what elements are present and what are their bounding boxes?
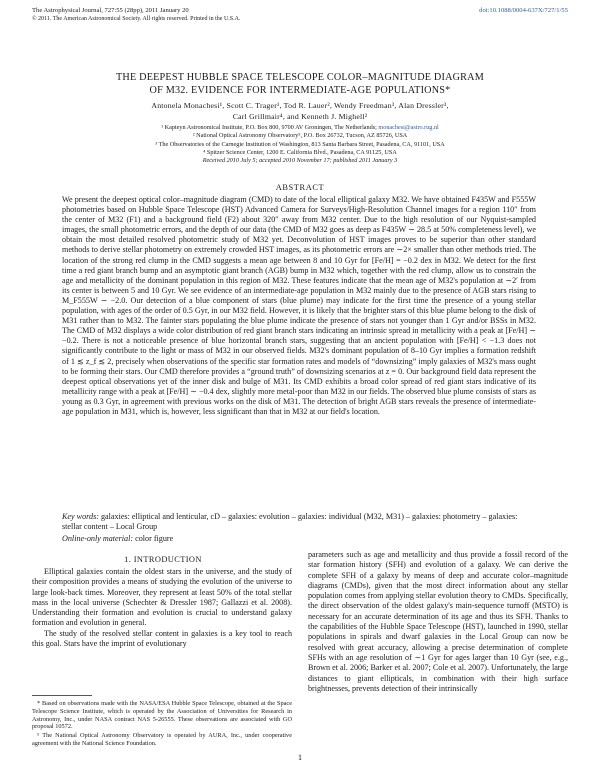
affiliation-1-text: ¹ Kapteyn Astronomical Institute, P.O. Box 800, 9700 AV Groningen, The Netherlands; <box>161 124 377 131</box>
right-column <box>308 550 568 694</box>
online-material-text: color figure <box>135 534 174 543</box>
author-email-link[interactable]: monachesi@astro.rug.nl <box>378 124 439 131</box>
section-heading-introduction: 1. INTRODUCTION <box>124 555 202 564</box>
footnote-5: ⁵ The National Optical Astronomy Observatory is operated by AURA, Inc., under cooperative agreement with the National Science Foundation. <box>32 732 292 747</box>
authors-line-2: Carl Grillmair⁴, and Kenneth J. Mighell² <box>232 111 368 121</box>
publication-dates: Received 2010 July 5; accepted 2010 November 17; published 2011 January 3 <box>202 157 398 165</box>
affiliation-2: ² National Optical Astronomy Observatory⁵, P.O. Box 26732, Tucson, AZ 85726, USA <box>192 132 408 140</box>
online-material-label: Online-only material: <box>62 534 134 543</box>
affiliation-1 <box>70 124 530 132</box>
affiliation-4: ⁴ Spitzer Science Center, 1200 E. California Blvd., Pasadena, CA 91125, USA <box>203 148 397 156</box>
footnote-star: * Based on observations made with the NASA/ESA Hubble Space Telescope, obtained at the Space Telescope Science Institute, which is operated by the Association of Universities for Research in Astronomy, Inc., under NASA contract NAS 5-26555. These observations are associated with GO proposal 10572. <box>32 700 292 731</box>
intro-paragraph-2: The study of the resolved stellar content in galaxies is a key tool to reach this goal. Stars have the imprint of evolutionary <box>32 628 292 649</box>
journal-citation: The Astrophysical Journal, 727:55 (28pp), 2011 January 20 <box>32 7 189 14</box>
title-line-1: THE DEEPEST HUBBLE SPACE TELESCOPE COLOR–MAGNITUDE DIAGRAM <box>116 72 484 83</box>
title-line-2: OF M32. EVIDENCE FOR INTERMEDIATE-AGE POPULATIONS* <box>149 84 451 96</box>
left-column <box>32 567 292 649</box>
page-number: 1 <box>297 752 303 762</box>
running-header <box>32 6 568 24</box>
affiliation-3: ³ The Observatories of the Carnegie Institution of Washington, 813 Santa Barbara Street, Pasadena, CA, 91101, USA <box>155 140 445 148</box>
doi-link[interactable]: doi:10.1088/0004-637X/727/1/55 <box>479 7 568 14</box>
authors-line-1: Antonela Monachesi¹, Scott C. Trager¹, Tod R. Lauer², Wendy Freedman³, Alan Dressler³, <box>151 101 449 110</box>
keywords <box>62 512 536 532</box>
footnote-rule <box>32 695 92 696</box>
abstract-heading: ABSTRACT <box>275 183 325 192</box>
online-material <box>62 534 536 544</box>
intro-paragraph-1: Elliptical galaxies contain the oldest stars in the universe, and the study of their composition provides a means of studying the evolution of the universe to large look-back times. Moreover, they represent at least 50% of the total stellar mass in the local universe (Schechter & Dressler 1987; Gallazzi et al. 2008). Understanding their formation and evolution is crucial to understand galaxy formation and evolution in general. <box>32 567 292 628</box>
paper-title <box>60 72 540 97</box>
affiliations <box>70 124 530 165</box>
keywords-text: galaxies: elliptical and lenticular, cD – galaxies: evolution – galaxies: individual (M32, M31) – galaxies: photometry – galaxies: stellar content – Local Group <box>62 512 518 532</box>
intro-paragraph-continued: parameters such as age and metallicity and thus provide a fossil record of the star formation history (SFH) and evolution of a galaxy. We can derive the complete SFH of a galaxy by means of deep and accurate color–magnitude diagrams (CMDs), given that the most direct information about any stellar population comes from applying stellar evolution theory to CMDs. Specifically, the direct observation of the oldest galaxy's main-sequence turnoff (MSTO) is necessary for an accurate determination of its age and thus its SFH. Thanks to the capabilities of the Hubble Space Telescope (HST), launched in 1990, stellar populations in spirals and dwarf galaxies in the Local Group can now be resolved with great accuracy, allowing a precise determination of complete SFHs with an age resolution of ∼1 Gyr for ages larger than 10 Gyr (see, e.g., Brown et al. 2006; Barker et al. 2007; Cole et al. 2007). Unfortunately, the large distances to giant ellipticals, in combination with their high surface brightnesses, prevents detection of their intrinsically <box>308 550 568 693</box>
keywords-label: Key words: <box>62 512 99 521</box>
abstract-body: We present the deepest optical color–magnitude diagram (CMD) to date of the local elliptical galaxy M32. We have obtained F435W and F555W photometries based on Hubble Space Telescope (HST) Advanced Camera for Surveys/High-Resolution Channel images for a region 110″ from the center of M32 (F1) and a background field (F2) about 320″ away from M32 center. Due to the high resolution of our Nyquist-sampled images, the small photometric errors, and the depth of our data (the CMD of M32 goes as deep as F435W ∼ 28.5 at 50% completeness level), we obtain the most detailed resolved photometric study of M32 yet. Deconvolution of HST images proves to be superior than other standard methods to derive stellar photometry on extremely crowded HST images, as its photometric errors are ∼2× smaller than other methods tried. The location of the strong red clump in the CMD suggests a mean age between 8 and 10 Gyr for [Fe/H] = −0.2 dex in M32. We detect for the first time a red giant branch bump and an asymptotic giant branch (AGB) bump in M32 which, together with the red clump, allow us to constrain the age and metallicity of the dominant population in this region of M32. These features indicate that the mean age of M32's population at ∼2′ from its center is between 5 and 10 Gyr. We see evidence of an intermediate-age population in M32 mainly due to the presence of AGB stars rising to M_F555W ∼ −2.0. Our detection of a blue component of stars (blue plume) may indicate for the first time the presence of a young stellar population, with ages of the order of 0.5 Gyr, in our M32 field. However, it is likely that the brighter stars of this blue plume belong to the disk of M31 rather than to M32. The fainter stars populating the blue plume indicate the presence of stars not younger than 1 Gyr and/or BSSs in M32. The CMD of M32 displays a wide color distribution of red giant branch stars indicating an intrinsic spread in metallicity with a peak at [Fe/H] ∼ −0.2. There is not a noticeable presence of blue horizontal branch stars, suggesting that an ancient population with [Fe/H] < −1.3 does not significantly contribute to the light or mass of M32 in our observed fields. M32's dominant population of 8–10 Gyr implies a formation redshift of 1 ≲ z_f ≲ 2, precisely when observations of the specific star formation rates and models of “downsizing” imply galaxies of M32's mass ought to be forming their stars. Our CMD therefore provides a “ground truth” of downsizing scenarios at z = 0. Our background field data represent the deepest optical observations yet of the inner disk and bulge of M31. Its CMD exhibits a broad color spread of red giant stars indicative of its metallicity range with a peak at [Fe/H] ∼ −0.4 dex, slightly more metal-poor than M32 in our fields. The observed blue plume consists of stars as young as 0.3 Gyr, in agreement with previous works on the disk of M31. The detection of bright AGB stars reveals the presence of intermediate-age population in M31, which is, however, less significant than that in M32 at our field's location. <box>62 195 536 416</box>
footnotes <box>32 700 292 749</box>
author-list <box>60 101 540 122</box>
copyright-line: © 2011. The American Astronomical Society. All rights reserved. Printed in the U.S.A. <box>32 16 241 22</box>
